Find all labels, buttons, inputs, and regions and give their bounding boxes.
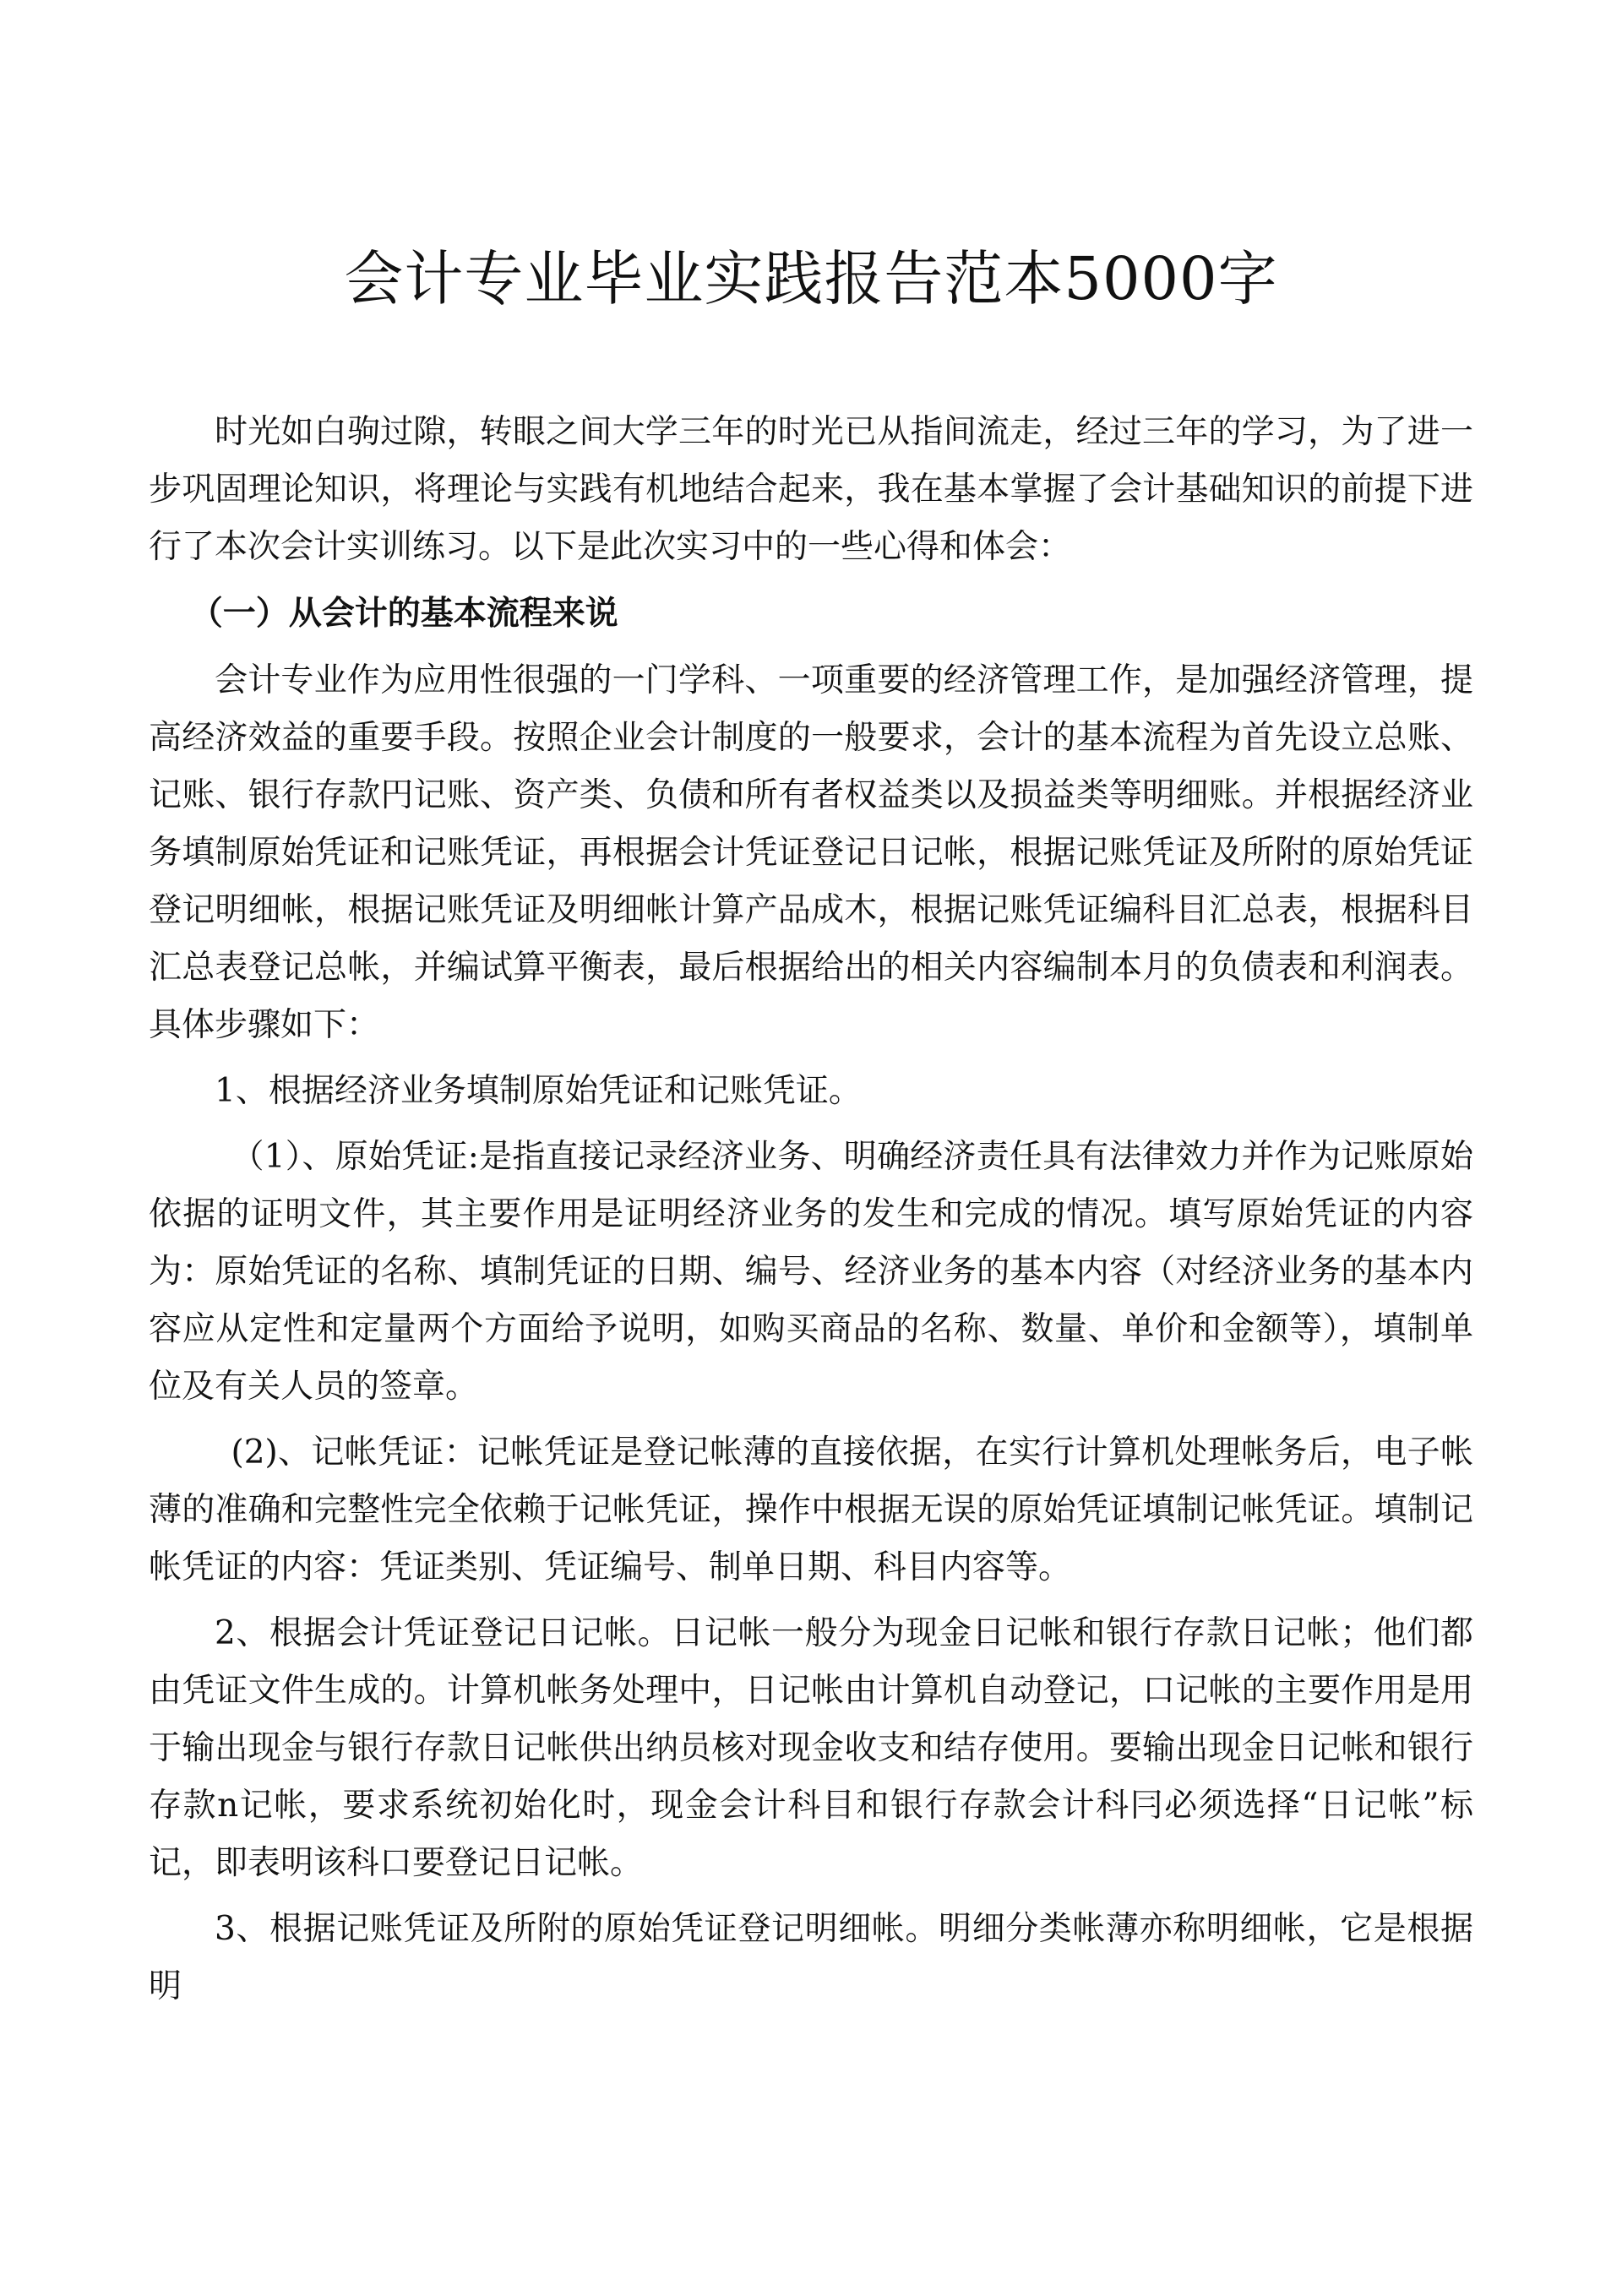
body-paragraph: （1）、原始凭证:是指直接记录经济业务、明确经济责任具有法律效力并作为记账原始依据的证明文件，其主要作用是证明经济业务的发生和完成的情况。填写原始凭证的内容为：原始凭证的名称、填制凭证的日期、编号、经济业务的基本内容（对经济业务的基本内容应从定性和定量两个方面给予说明，如购买商品的名称、数量、单价和金额等），填制单位及有关人员的签章。 [149,1138,1473,1406]
body-paragraph: 3、根据记账凭证及所附的原始凭证登记明细帐。明细分类帐薄亦称明细帐，它是根据明 [149,1910,1473,2005]
document-title: 会计专业毕业实践报告范本5000字 [344,244,1278,313]
body-paragraph: (2)、记帐凭证：记帐凭证是登记帐薄的直接依据，在实行计算机处理帐务后，电子帐薄的准确和完整性完全依赖于记帐凭证，操作中根据无误的原始凭证填制记帐凭证。填制记帐凭证的内容：凭证类别、凭证编号、制单日期、科目内容等。 [149,1434,1473,1586]
section-heading: （一）从会计的基本流程来说 [189,594,618,633]
body-paragraph: 2、根据会计凭证登记日记帐。日记帐一般分为现金日记帐和银行存款日记帐；他们都由凭证文件生成的。计算机帐务处理中，日记帐由计算机自动登记，口记帐的主要作用是用于输出现金与银行存款日记帐供出纳员核对现金收支和结存使用。要输出现金日记帐和银行存款n记帐，要求系统初始化时，现金会计科目和银行存款会计科冃必须选择“日记帐”标记，即表明该科口要登记日记帐。 [149,1614,1473,1882]
intro-paragraph: 时光如白驹过隙，转眼之间大学三年的时光已从指间流走，经过三年的学习，为了进一步巩固理论知识，将理论与实践有机地结合起来，我在基本掌握了会计基础知识的前提下进行了本次会计实训练习。以下是此次实习中的一些心得和体会： [149,413,1473,566]
step-heading: 1、根据经济业务填制原始凭证和记账凭证。 [215,1072,862,1110]
document-body [149,404,1473,2024]
body-paragraph: 会计专业作为应用性很强的一门学科、一项重要的经济管理工作，是加强经济管理，提高经济效益的重要手段。按照企业会计制度的一般要求，会计的基本流程为首先设立总账、记账、银行存款円记账、资产类、负债和所有者权益类以及损益类等明细账。并根据经济业务填制原始凭证和记账凭证，再根据会计凭证登记日记帐，根据记账凭证及所附的原始凭证登记明细帐，根据记账凭证及明细帐计算产品成木，根据记账凭证编科目汇总表，根据科目汇总表登记总帐，并编试算平衡表，最后根据给出的相关内容编制本月的负债表和利润表。具体步骤如下： [149,661,1473,1044]
